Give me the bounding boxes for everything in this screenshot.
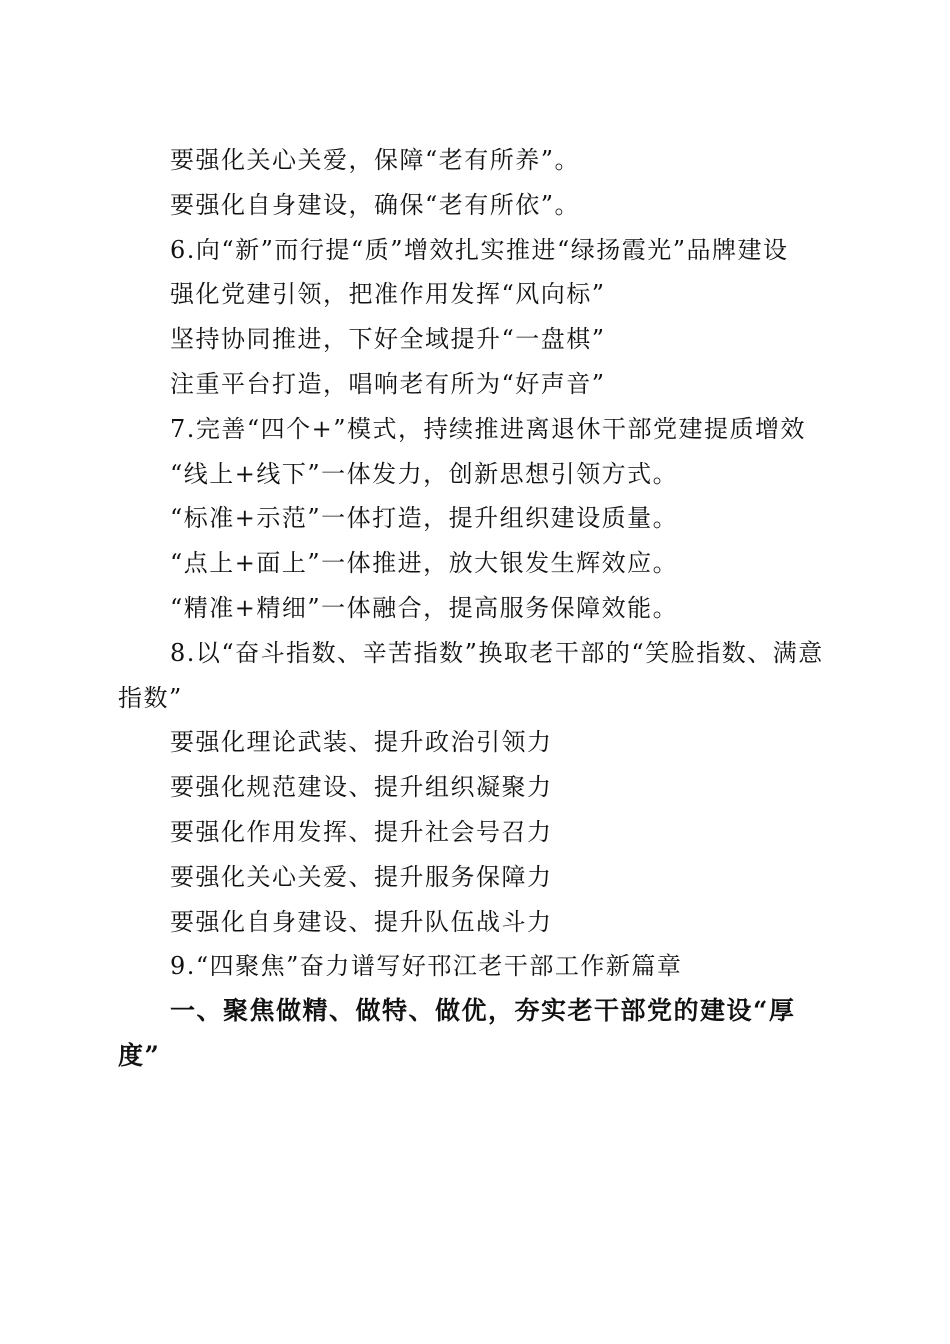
paragraph: 强化党建引领，把准作用发挥“风向标” <box>170 280 606 309</box>
paragraph: “线上+线下”一体发力，创新思想引领方式。 <box>170 459 679 488</box>
document-body <box>118 138 830 1079</box>
paragraph: 要强化自身建设，确保“老有所依”。 <box>170 190 581 219</box>
paragraph: 注重平台打造，唱响老有所为“好声音” <box>170 369 606 398</box>
paragraph: 7.完善“四个+”模式，持续推进离退休干部党建提质增效 <box>170 414 807 443</box>
paragraph: 6.向“新”而行提“质”增效扎实推进“绿扬霞光”品牌建设 <box>170 235 789 264</box>
paragraph: 要强化作用发挥、提升社会号召力 <box>170 817 553 846</box>
paragraph: 9.“四聚焦”奋力谱写好邗江老干部工作新篇章 <box>170 952 683 981</box>
paragraph: “标准+示范”一体打造，提升组织建设质量。 <box>170 504 679 533</box>
paragraph: 坚持协同推进，下好全域提升“一盘棋” <box>170 325 606 354</box>
paragraph: 8.以“奋斗指数、辛苦指数”换取老干部的“笑脸指数、满意指数” <box>118 638 824 712</box>
paragraph: 要强化自身建设、提升队伍战斗力 <box>170 907 553 936</box>
paragraph: 要强化理论武装、提升政治引领力 <box>170 728 553 757</box>
paragraph: 要强化规范建设、提升组织凝聚力 <box>170 773 553 802</box>
paragraph: “点上+面上”一体推进，放大银发生辉效应。 <box>170 549 679 578</box>
paragraph: 要强化关心关爱、提升服务保障力 <box>170 862 553 891</box>
section-heading: 一、聚焦做精、做特、做优，夯实老干部党的建设“厚度” <box>118 996 796 1070</box>
paragraph: “精准+精细”一体融合，提高服务保障效能。 <box>170 593 679 622</box>
paragraph: 要强化关心关爱，保障“老有所养”。 <box>170 146 581 174</box>
